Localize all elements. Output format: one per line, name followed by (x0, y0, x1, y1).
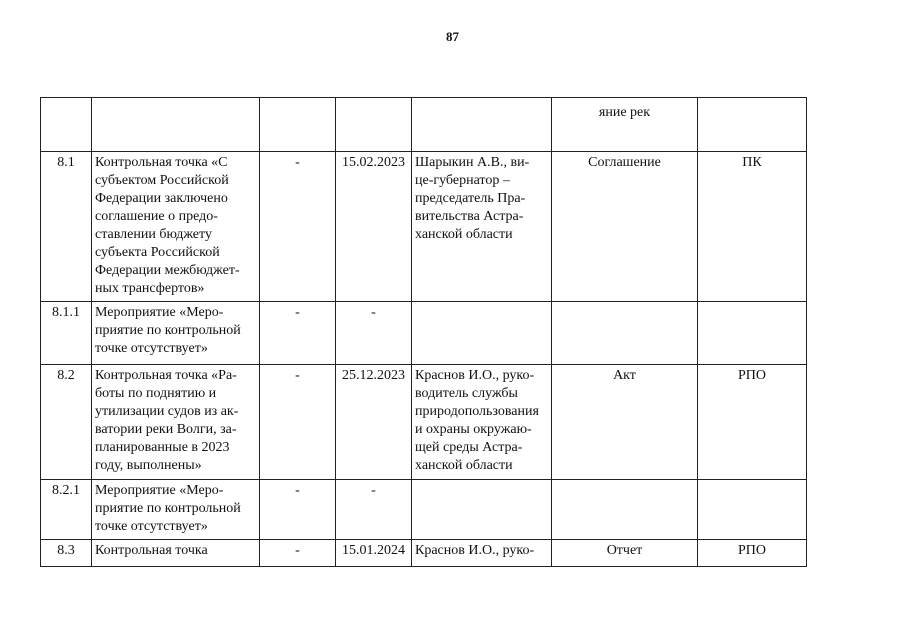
row-start: - (260, 540, 336, 567)
row-start: - (260, 480, 336, 540)
row-document: Соглашение (552, 152, 698, 302)
row-date: - (336, 480, 412, 540)
row-title: Контрольная точка (92, 540, 260, 567)
table-row (41, 540, 807, 567)
row-responsible (412, 98, 552, 152)
row-responsible (412, 302, 552, 365)
row-document (552, 302, 698, 365)
row-number: 8.3 (41, 540, 92, 567)
page-number: 87 (446, 29, 459, 44)
table-row (41, 302, 807, 365)
row-number: 8.1 (41, 152, 92, 302)
row-title: Мероприятие «Меро- приятие по контрольной точке отсутствует» (92, 480, 260, 540)
row-date: 15.01.2024 (336, 540, 412, 567)
row-start: - (260, 152, 336, 302)
row-title: Контрольная точка «С субъектом Российской Федерации заключено соглашение о предо- ставлении бюджету субъекта Российской Федерации межбюджет- ных трансфертов» (92, 152, 260, 302)
row-level: РПО (698, 365, 807, 480)
row-document (552, 480, 698, 540)
row-start: - (260, 302, 336, 365)
row-title: Контрольная точка «Ра- боты по поднятию и утилизации судов из ак- ватории реки Волги, за- планированные в 2023 году, выполнены» (92, 365, 260, 480)
row-document: Акт (552, 365, 698, 480)
row-number: 8.2 (41, 365, 92, 480)
row-responsible: Краснов И.О., руко- водитель службы природопользования и охраны окружаю- щей среды Астра- ханской области (412, 365, 552, 480)
row-date: 15.02.2023 (336, 152, 412, 302)
row-number (41, 98, 92, 152)
row-document: яние рек (552, 98, 698, 152)
row-start: - (260, 365, 336, 480)
table-row (41, 152, 807, 302)
plan-table (40, 97, 807, 567)
row-level: ПК (698, 152, 807, 302)
row-date: - (336, 302, 412, 365)
row-date: 25.12.2023 (336, 365, 412, 480)
row-number: 8.1.1 (41, 302, 92, 365)
row-level (698, 302, 807, 365)
row-level: РПО (698, 540, 807, 567)
row-date (336, 98, 412, 152)
row-responsible (412, 480, 552, 540)
row-level (698, 480, 807, 540)
table-row (41, 365, 807, 480)
table-row (41, 98, 807, 152)
row-number: 8.2.1 (41, 480, 92, 540)
row-document: Отчет (552, 540, 698, 567)
table-row (41, 480, 807, 540)
row-start (260, 98, 336, 152)
row-responsible: Краснов И.О., руко- (412, 540, 552, 567)
row-title: Мероприятие «Меро- приятие по контрольной точке отсутствует» (92, 302, 260, 365)
row-level (698, 98, 807, 152)
row-responsible: Шарыкин А.В., ви- це-губернатор – председатель Пра- вительства Астра- ханской области (412, 152, 552, 302)
row-title (92, 98, 260, 152)
